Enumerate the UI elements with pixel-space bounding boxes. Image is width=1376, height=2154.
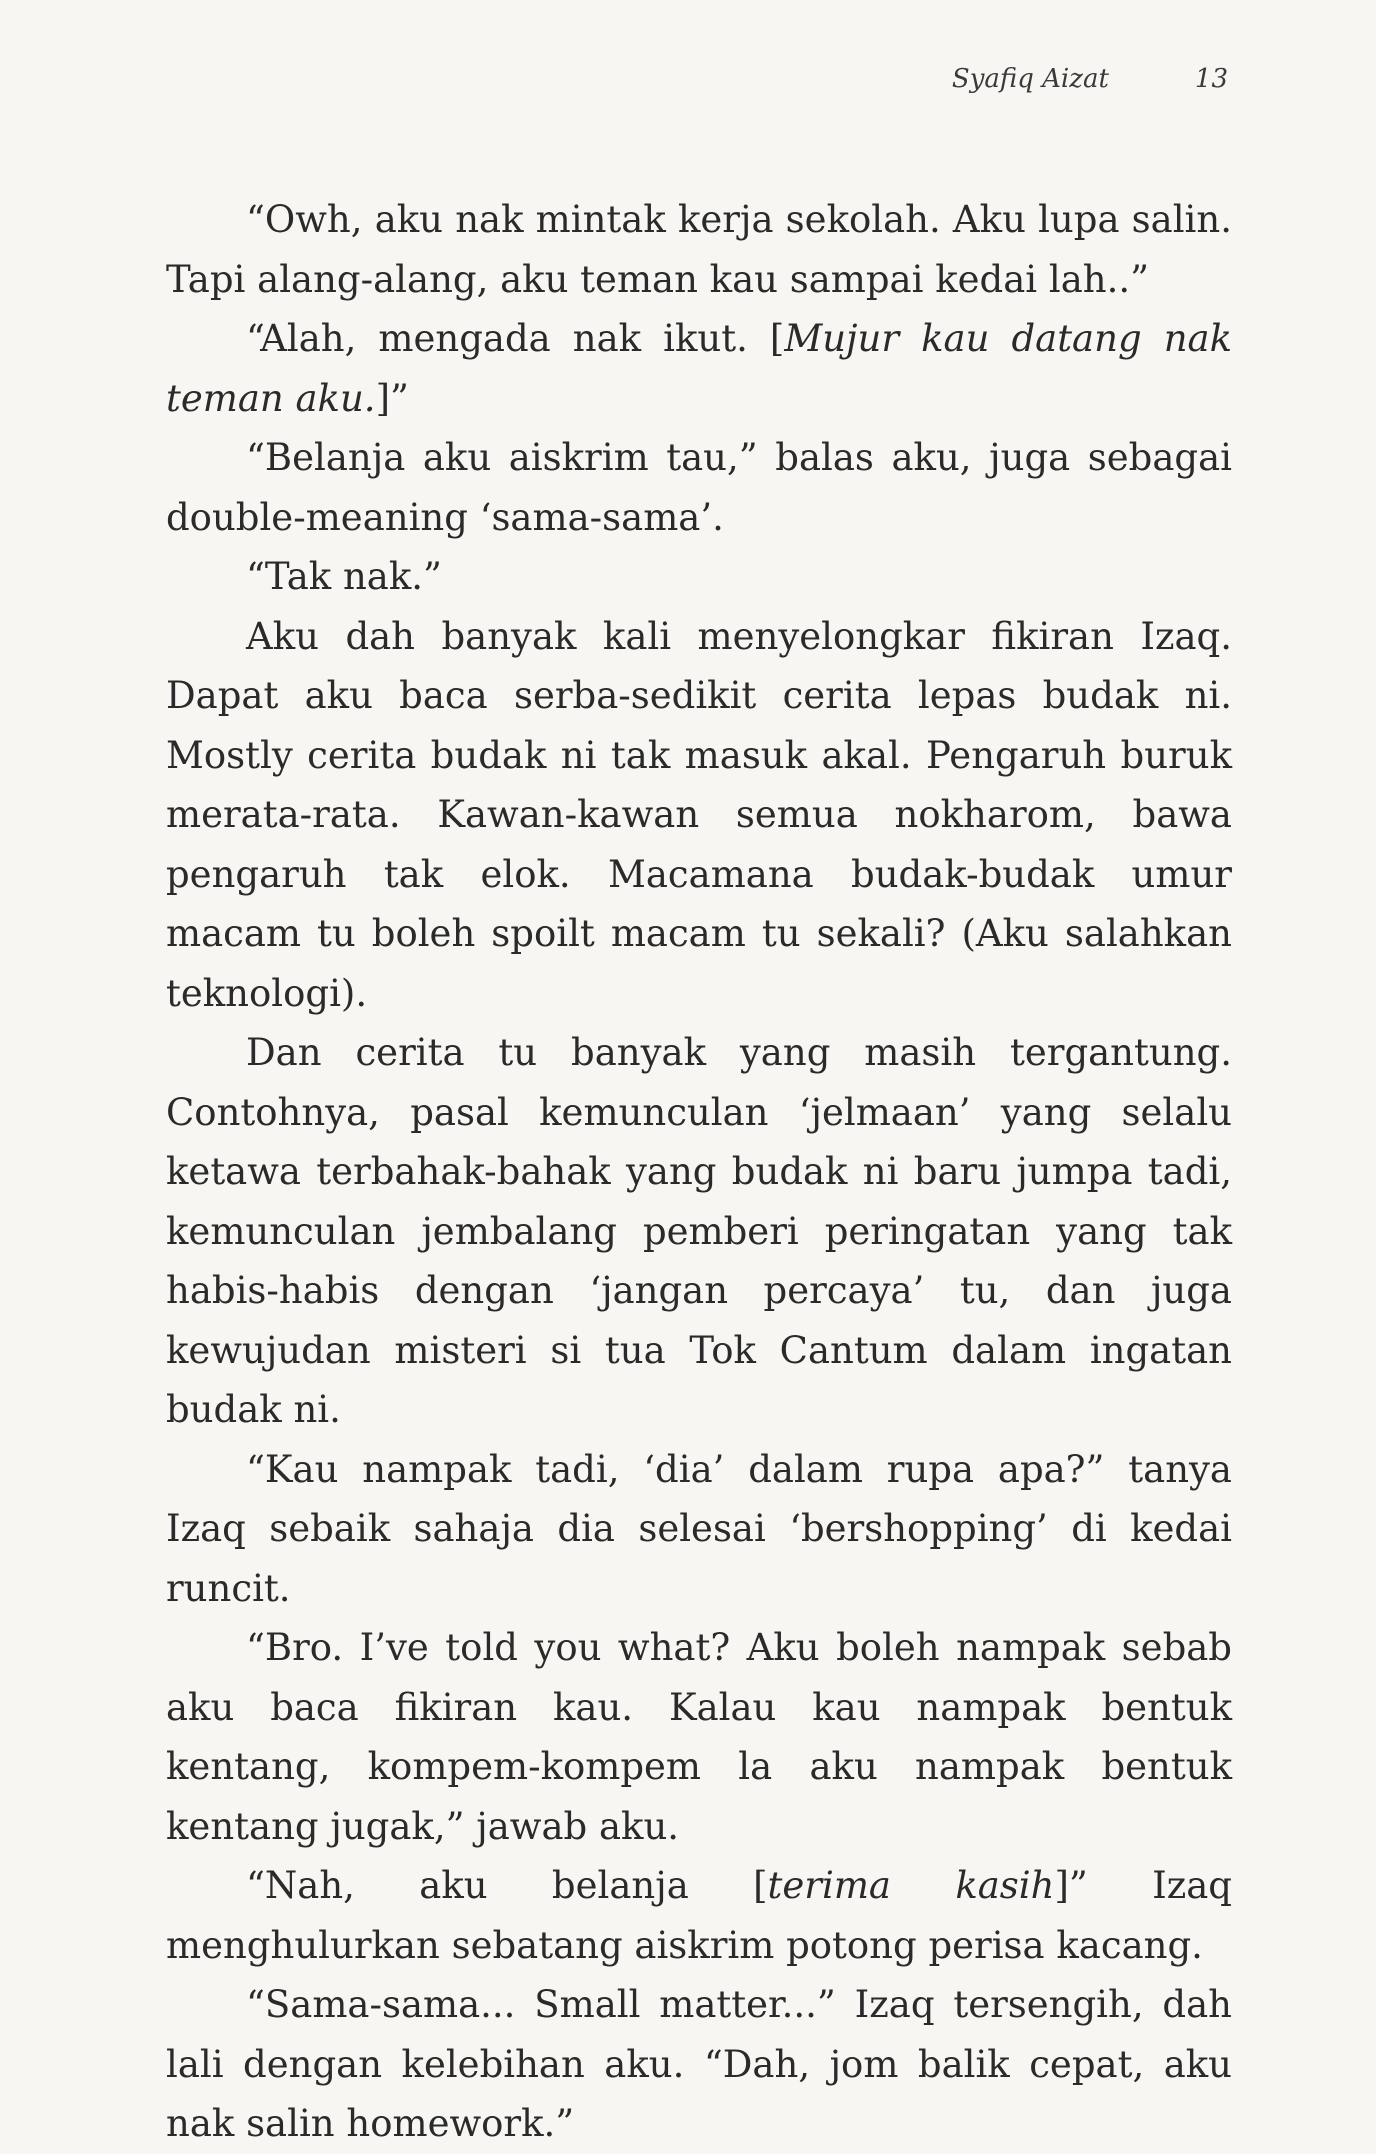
paragraph xyxy=(166,607,1232,1024)
text-run: “Nah, aku belanja [ xyxy=(246,1864,768,1907)
text-run: ]” xyxy=(375,376,409,420)
paragraph xyxy=(166,547,1232,607)
text-run: “Bro. I’ve told you what? Aku boleh nampak sebab aku baca fikiran kau. Kalau kau nampak bentuk kentang, kompem-kompem la aku nampak bentuk kentang jugak,” jawab aku. xyxy=(166,1626,1232,1848)
header-author: Syafiq Aizat xyxy=(951,64,1109,94)
italic-text: Mujur kau datang nak teman aku. xyxy=(166,317,1232,420)
text-run: Dan cerita tu banyak yang masih tergantung. Contohnya, pasal kemunculan ‘jelmaan’ yang selalu ketawa terbahak-bahak yang budak ni baru jumpa tadi, kemunculan jembalang pemberi peringatan yang tak habis-habis dengan ‘jangan percaya’ tu, dan juga kewujudan misteri si tua Tok Cantum dalam ingatan budak ni. xyxy=(166,1031,1232,1431)
text-run: “Kau nampak tadi, ‘dia’ dalam rupa apa?” tanya Izaq sebaik sahaja dia selesai ‘bershopping’ di kedai runcit. xyxy=(166,1447,1232,1610)
text-run: “Tak nak.” xyxy=(246,555,442,598)
running-header xyxy=(952,64,1228,94)
italic-text: terima kasih xyxy=(767,1864,1055,1907)
text-run: Aku dah banyak kali menyelongkar fikiran Izaq. Dapat aku baca serba-sedikit cerita lepas budak ni. Mostly cerita budak ni tak masuk akal. Pengaruh buruk merata-rata. Kawan-kawan semua nokharom, bawa pengaruh tak elok. Macamana budak-budak umur macam tu boleh spoilt macam tu sekali? (Aku salahkan teknologi). xyxy=(166,614,1232,1015)
text-run: “Owh, aku nak mintak kerja sekolah. Aku lupa salin. Tapi alang-alang, aku teman kau sampai kedai lah..” xyxy=(166,198,1232,301)
body-text xyxy=(166,190,1232,2154)
page-number: 13 xyxy=(1194,64,1228,94)
paragraph xyxy=(166,1618,1232,1856)
text-run: “Sama-sama... Small matter...” Izaq tersengih, dah lali dengan kelebihan aku. “Dah, jom balik cepat, aku nak salin homework.” xyxy=(166,1983,1232,2145)
text-run: ]” Izaq menghulurkan sebatang aiskrim potong perisa kacang. xyxy=(166,1864,1232,1967)
paragraph xyxy=(166,1440,1232,1619)
paragraph xyxy=(166,1856,1232,1975)
text-run: “Belanja aku aiskrim tau,” balas aku, juga sebagai double-meaning ‘sama-sama’. xyxy=(166,436,1232,539)
paragraph xyxy=(166,190,1232,309)
paragraph xyxy=(166,1975,1232,2154)
paragraph xyxy=(166,309,1232,428)
paragraph xyxy=(166,428,1232,547)
text-run: “Alah, mengada nak ikut. [ xyxy=(246,317,785,360)
paragraph xyxy=(166,1023,1232,1440)
